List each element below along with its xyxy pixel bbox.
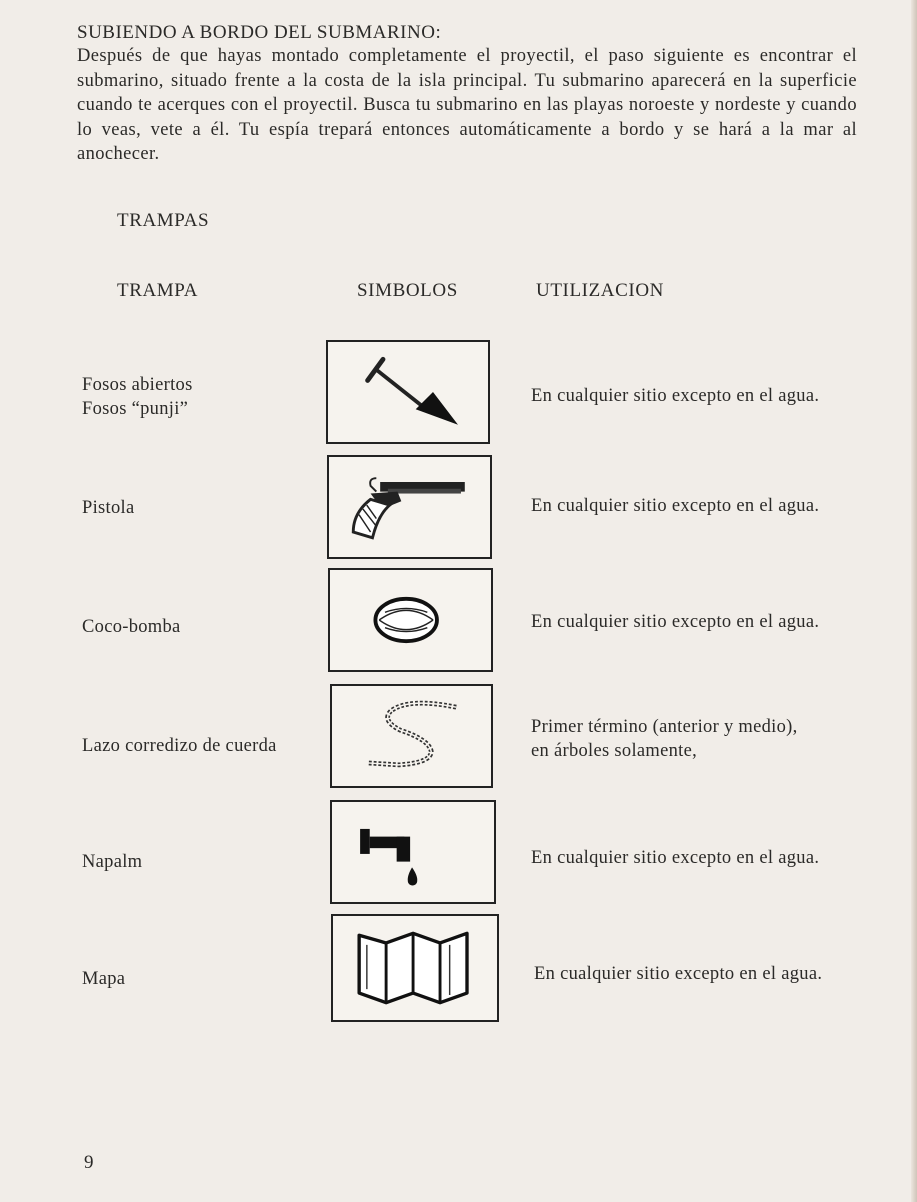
symbol-box-mapa <box>331 914 499 1022</box>
usage-fosos <box>531 384 819 408</box>
trap-name-line: Pistola <box>82 498 135 518</box>
trap-name-line: Fosos “punji” <box>82 399 189 419</box>
pistol-icon <box>329 457 490 557</box>
usage-line: En cualquier sitio excepto en el agua. <box>531 612 820 632</box>
page-number: 9 <box>84 1152 94 1173</box>
column-header-trampa: TRAMPA <box>117 280 199 301</box>
intro-paragraph: Después de que hayas montado completamente el proyectil, el paso siguiente es encontrar el submarino, situado frente a la costa de la isla principal. Tu submarino aparecerá en la superficie cuando te acerques con el proyectil. Busca tu submarino en las playas noroeste y nordeste y cuando lo veas, vete a él. Tu espía trepará entonces automáticamente a bordo y se hará a la mar al anochecer. <box>77 46 857 164</box>
symbol-box-coco-bomba <box>328 568 493 672</box>
usage-napalm <box>531 846 819 870</box>
page-heading: SUBIENDO A BORDO DEL SUBMARINO: <box>77 22 442 43</box>
column-header-utilizacion: UTILIZACION <box>536 280 664 301</box>
trap-name-line: Coco-bomba <box>82 617 181 637</box>
usage-line: en árboles solamente, <box>531 741 698 761</box>
usage-line: En cualquier sitio excepto en el agua. <box>531 848 820 868</box>
trap-name-lazo <box>82 734 277 758</box>
trap-name-line: Napalm <box>82 852 143 872</box>
trap-name-napalm <box>82 850 142 874</box>
usage-line: En cualquier sitio excepto en el agua. <box>534 964 823 984</box>
usage-coco-bomba <box>531 610 819 634</box>
symbol-box-lazo <box>330 684 493 788</box>
usage-lazo <box>531 715 798 763</box>
trap-name-pistola <box>82 496 134 520</box>
usage-line: En cualquier sitio excepto en el agua. <box>531 386 820 406</box>
coconut-bomb-icon <box>330 570 491 670</box>
usage-pistola <box>531 494 819 518</box>
shovel-icon <box>328 342 488 442</box>
folded-map-icon <box>333 916 497 1020</box>
usage-mapa <box>534 962 822 986</box>
section-title: TRAMPAS <box>117 210 210 231</box>
trap-name-coco-bomba <box>82 615 181 639</box>
trap-name-line: Fosos abiertos <box>82 375 193 395</box>
usage-line: En cualquier sitio excepto en el agua. <box>531 496 820 516</box>
trap-name-mapa <box>82 967 125 991</box>
trap-name-line: Mapa <box>82 969 126 989</box>
trap-name-fosos <box>82 373 193 421</box>
symbol-box-napalm <box>330 800 496 904</box>
column-header-simbolos: SIMBOLOS <box>357 280 458 301</box>
trap-name-line: Lazo corredizo de cuerda <box>82 736 277 756</box>
napalm-tap-icon <box>332 802 494 902</box>
usage-line: Primer término (anterior y medio), <box>531 717 798 737</box>
page-edge <box>911 0 917 1202</box>
rope-snare-icon <box>332 686 491 786</box>
symbol-box-pistola <box>327 455 492 559</box>
symbol-box-fosos <box>326 340 490 444</box>
